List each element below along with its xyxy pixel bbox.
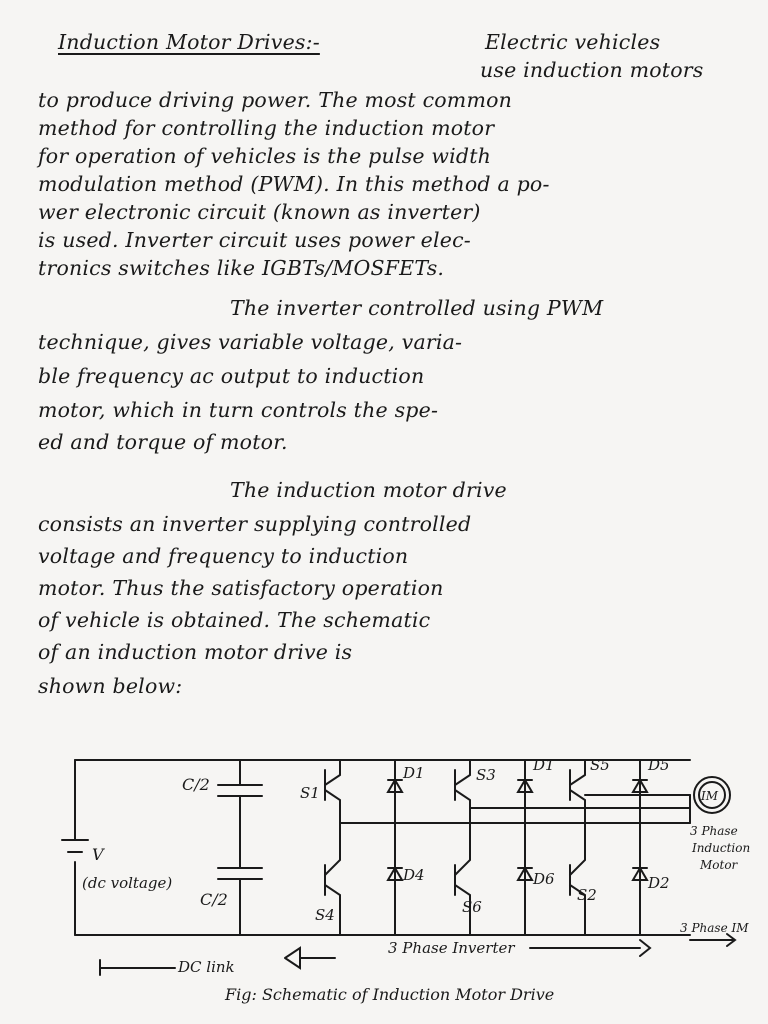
text-line: is used. Inverter circuit uses power elec- xyxy=(38,228,471,252)
text-line: shown below: xyxy=(38,674,183,698)
text-line: to produce driving power. The most common xyxy=(38,88,513,112)
label-c-top: C/2 xyxy=(182,775,210,794)
text-line: for operation of vehicles is the pulse width xyxy=(38,144,492,168)
label-d6: D6 xyxy=(533,870,555,888)
label-s1: S1 xyxy=(300,784,320,802)
text-line: ed and torque of motor. xyxy=(38,430,288,454)
label-c-bottom: C/2 xyxy=(200,890,228,909)
text-line: ble frequency ac output to induction xyxy=(38,364,425,388)
label-s6: S6 xyxy=(462,898,482,916)
text-line: method for controlling the induction motor xyxy=(38,116,495,140)
label-motor: IM xyxy=(701,789,719,803)
text-line: use induction motors xyxy=(480,58,704,82)
label-d4: D4 xyxy=(403,866,425,884)
label-d1: D1 xyxy=(403,764,425,782)
label-d5: D5 xyxy=(648,756,670,774)
label-d2: D2 xyxy=(648,874,670,892)
page-title: Induction Motor Drives:- xyxy=(58,30,320,54)
label-motor-desc-2: Induction xyxy=(692,841,751,855)
dc-link-arrow-left xyxy=(100,960,175,975)
label-dc-link: DC link xyxy=(178,958,235,976)
label-motor-desc-1: 3 Phase xyxy=(690,824,738,838)
text-line: motor. Thus the satisfactory operation xyxy=(38,576,444,600)
text-line: wer electronic circuit (known as inverter) xyxy=(38,200,481,224)
label-s4: S4 xyxy=(315,906,335,924)
label-motor-desc-3: Motor xyxy=(700,858,738,872)
text-line: The induction motor drive xyxy=(230,478,507,502)
text-line: technique, gives variable voltage, varia- xyxy=(38,330,463,354)
text-line: The inverter controlled using PWM xyxy=(230,296,604,320)
label-source-v: V xyxy=(92,845,104,864)
label-im-3phase: 3 Phase IM xyxy=(680,921,749,935)
dc-link-arrow-right xyxy=(285,948,335,968)
text-line: tronics switches like IGBTs/MOSFETs. xyxy=(38,256,445,280)
label-source-desc: (dc voltage) xyxy=(82,874,173,892)
label-s5: S5 xyxy=(590,756,610,774)
figure-caption: Fig: Schematic of Induction Motor Drive xyxy=(225,985,555,1004)
text-line: of vehicle is obtained. The schematic xyxy=(38,608,431,632)
text-line: voltage and frequency to induction xyxy=(38,544,409,568)
label-s2: S2 xyxy=(577,886,597,904)
text-line: modulation method (PWM). In this method a po- xyxy=(38,172,550,196)
text-line: Electric vehicles xyxy=(485,30,661,54)
text-line: consists an inverter supplying controlled xyxy=(38,512,472,536)
label-d3: D1 xyxy=(533,756,555,774)
im-arrow xyxy=(690,934,735,946)
inverter-arrow xyxy=(530,940,650,956)
label-inverter: 3 Phase Inverter xyxy=(388,939,515,957)
label-s3: S3 xyxy=(476,766,496,784)
text-line: of an induction motor drive is xyxy=(38,640,353,664)
leg-3-switches xyxy=(570,760,585,935)
text-line: motor, which in turn controls the spe- xyxy=(38,398,439,422)
